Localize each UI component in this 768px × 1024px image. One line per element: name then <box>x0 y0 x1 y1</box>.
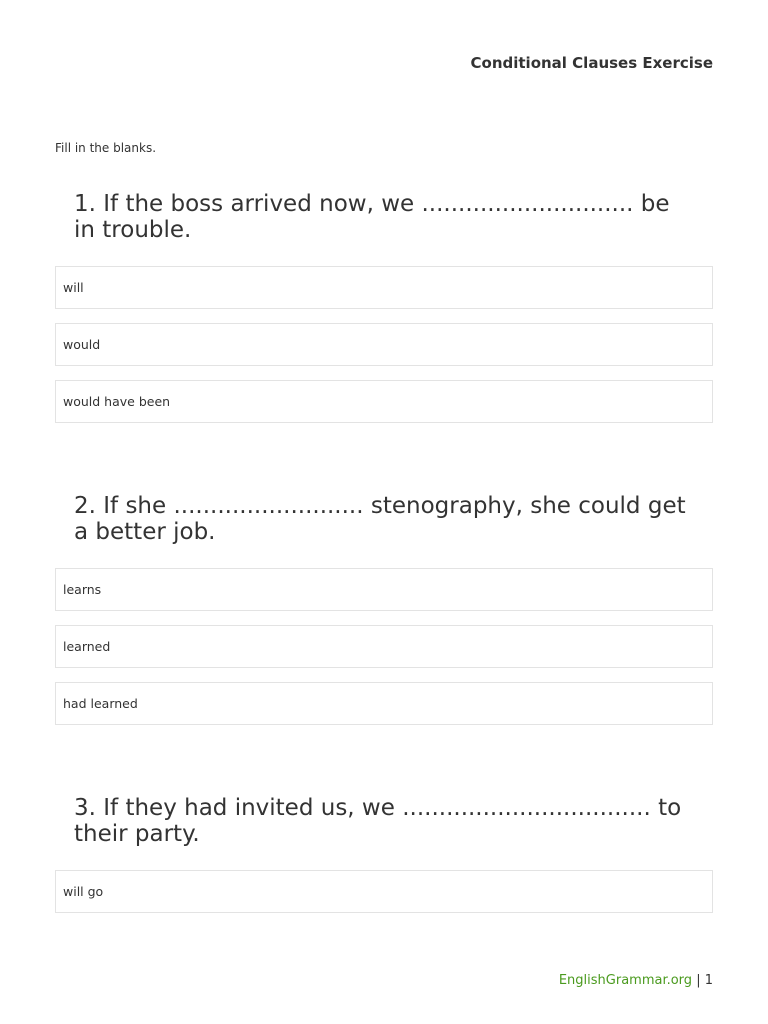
question-text: 3. If they had invited us, we .................................. to their party. <box>74 795 682 847</box>
question-text: 1. If the boss arrived now, we ............................. be in trouble. <box>74 191 670 243</box>
answer-option[interactable]: would <box>55 323 713 366</box>
answer-option[interactable]: learns <box>55 568 713 611</box>
instruction-text: Fill in the blanks. <box>55 141 157 155</box>
page-number: 1 <box>704 973 713 988</box>
question-3 <box>55 795 713 927</box>
page-title: Conditional Clauses Exercise <box>470 54 713 72</box>
question-2 <box>55 493 713 739</box>
answer-option[interactable]: learned <box>55 625 713 668</box>
answer-option[interactable]: would have been <box>55 380 713 423</box>
option-list <box>55 266 713 423</box>
option-list <box>55 568 713 725</box>
question-1 <box>55 191 713 437</box>
option-list <box>55 870 713 913</box>
page-footer <box>559 973 713 988</box>
brand-link[interactable]: EnglishGrammar.org <box>558 973 693 988</box>
question-text: 2. If she .......................... stenography, she could get a better job. <box>74 493 686 545</box>
answer-option[interactable]: will go <box>55 870 713 913</box>
answer-option[interactable]: will <box>55 266 713 309</box>
footer-separator: | <box>692 973 705 988</box>
answer-option[interactable]: had learned <box>55 682 713 725</box>
